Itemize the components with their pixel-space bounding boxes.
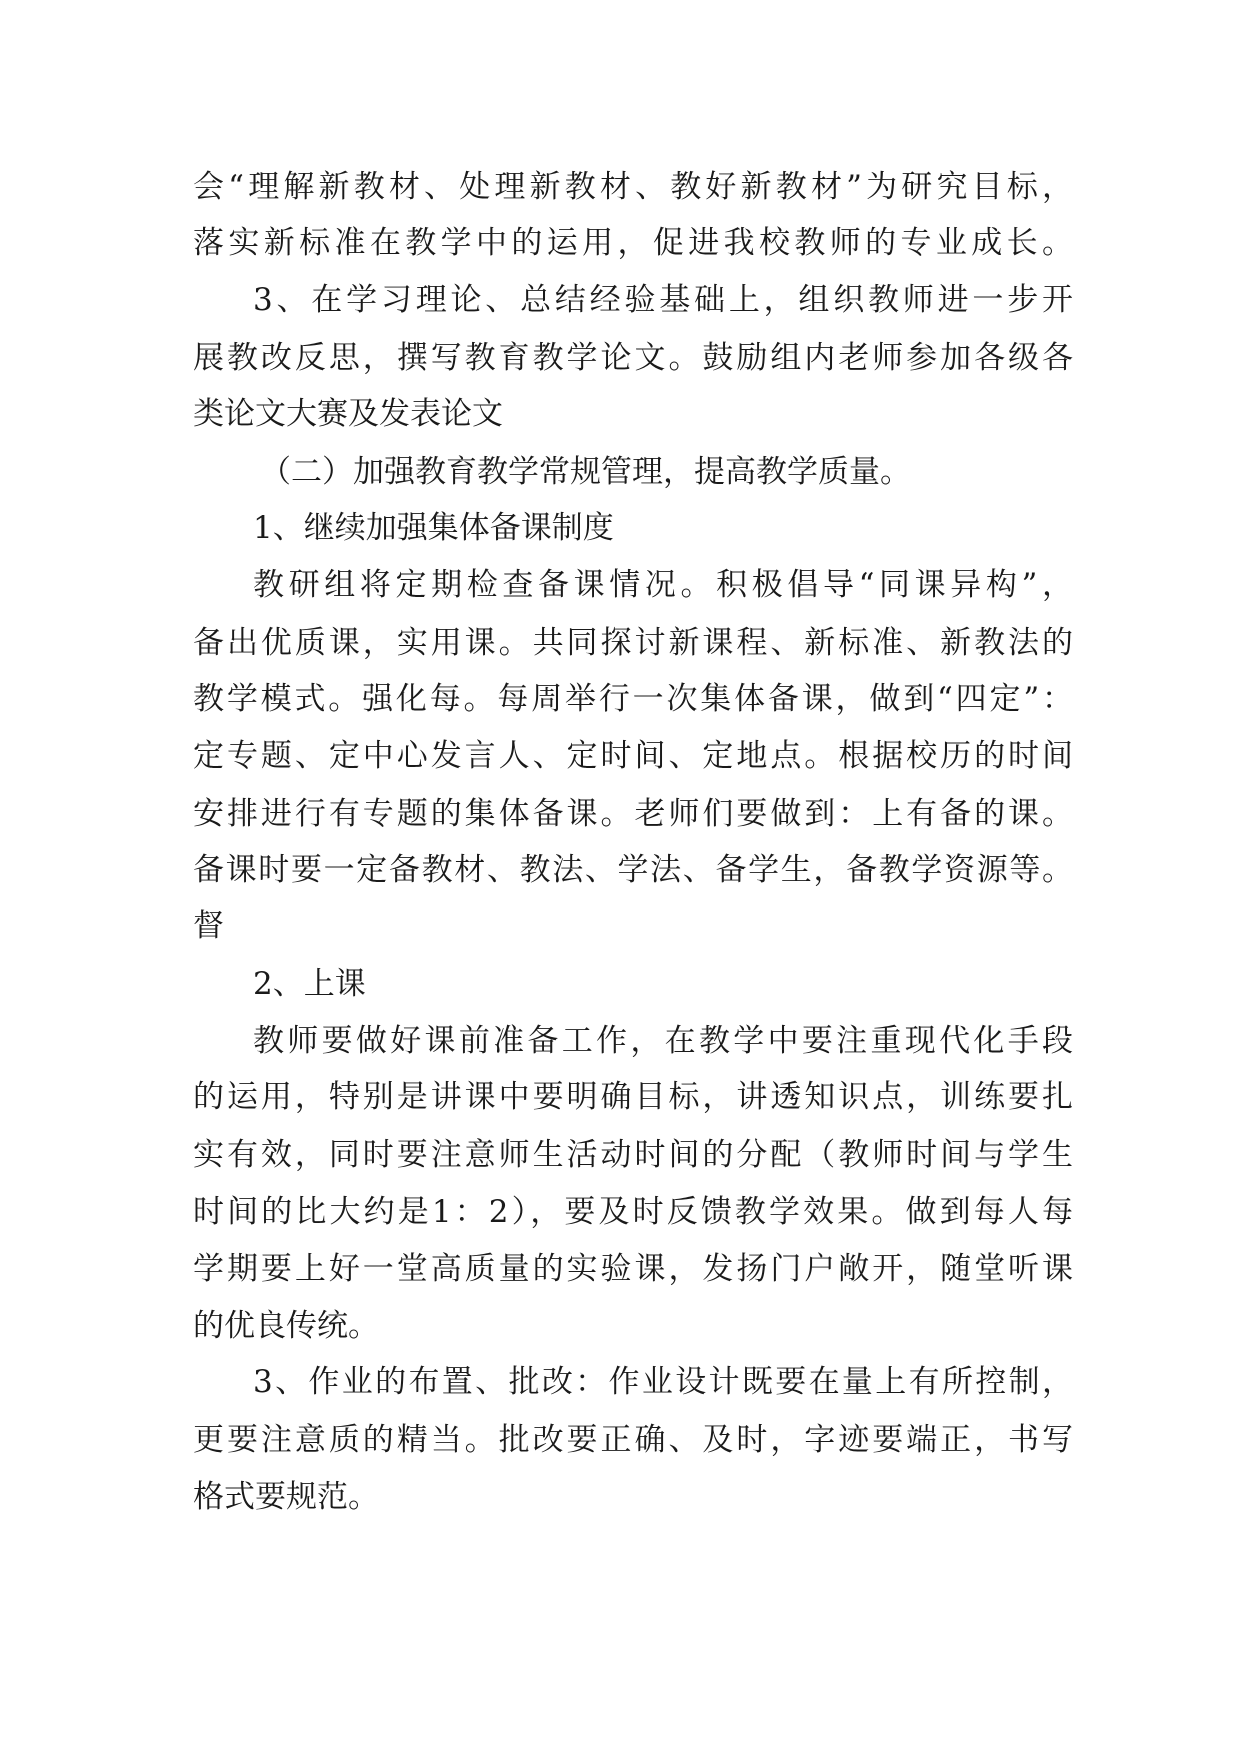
text-line: 的优良传统。 [193,1308,379,1344]
text-line: 格式要规范。 [193,1479,379,1515]
text-line: 教师要做好课前准备工作，在教学中要注重现代化手段 [253,1023,1073,1059]
text-line: 督 [193,908,224,944]
section-heading: （二）加强教育教学常规管理，提高教学质量。 [260,454,911,490]
text-line: 实有效，同时要注意师生活动时间的分配（教师时间与学生 [193,1137,1073,1173]
text-line: 定专题、定中心发言人、定时间、定地点。根据校历的时间 [193,738,1073,774]
text-line: 教研组将定期检查备课情况。积极倡导“同课异构”， [253,567,1073,603]
subsection-heading: 2、上课 [253,966,366,1002]
text-line: 备出优质课，实用课。共同探讨新课程、新标准、新教法的 [193,625,1073,661]
text-line: 更要注意质的精当。批改要正确、及时，字迹要端正，书写 [193,1422,1073,1458]
text-line: 类论文大赛及发表论文 [193,396,503,432]
text-line: 展教改反思，撰写教育教学论文。鼓励组内老师参加各级各 [193,340,1073,376]
text-line: 3、作业的布置、批改：作业设计既要在量上有所控制， [253,1364,1073,1400]
text-line: 落实新标准在教学中的运用，促进我校教师的专业成长。 [193,225,1073,261]
text-line: 时间的比大约是1：2），要及时反馈教学效果。做到每人每 [193,1194,1073,1230]
text-line: 备课时要一定备教材、教法、学法、备学生，备教学资源等。 [193,852,1073,888]
text-line: 会“理解新教材、处理新教材、教好新教材”为研究目标， [193,169,1073,205]
text-line: 安排进行有专题的集体备课。老师们要做到：上有备的课。 [193,796,1073,832]
text-line: 学期要上好一堂高质量的实验课，发扬门户敞开，随堂听课 [193,1251,1073,1287]
text-line: 的运用，特别是讲课中要明确目标，讲透知识点，训练要扎 [193,1079,1073,1115]
text-line: 教学模式。强化每。每周举行一次集体备课，做到“四定”： [193,681,1073,717]
subsection-heading: 1、继续加强集体备课制度 [253,510,614,546]
text-line: 3、在学习理论、总结经验基础上，组织教师进一步开 [253,282,1073,318]
